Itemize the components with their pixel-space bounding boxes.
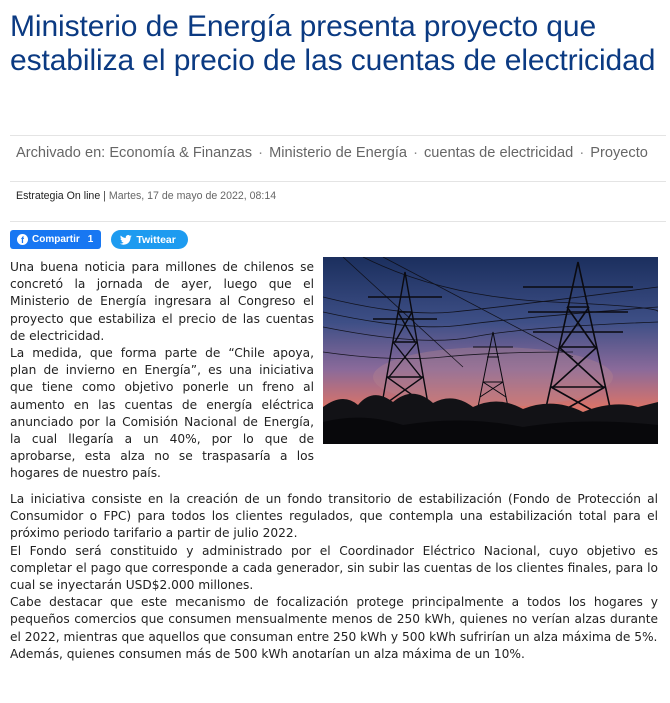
byline [16, 190, 276, 202]
body-paragraph: Una buena noticia para millones de chilenos se concretó la jornada de ayer, luego que el Ministerio de Energía ingresara al Congreso el proyecto que estabiliza el precio de las cuentas de electricidad. [10, 260, 314, 343]
source-name: Estrategia On line [16, 190, 101, 202]
tag-link-cuentas[interactable]: cuentas de electricidad [424, 145, 574, 161]
twitter-share-button[interactable] [111, 230, 187, 249]
tag-link-ministerio[interactable]: Ministerio de Energía [269, 145, 407, 161]
publish-date: Martes, 17 de mayo de 2022, 08:14 [108, 190, 277, 202]
twitter-share-label: Twittear [136, 233, 176, 246]
divider [10, 135, 666, 136]
archived-tags [16, 145, 666, 161]
tag-separator: · [579, 145, 585, 161]
article-body-column [10, 259, 314, 483]
body-paragraph: Cabe destacar que este mecanismo de focalización protege principalmente a todos los hogares y pequeños comercios que consumen mensualmente menos de 250 kWh, quienes no verían alzas durante el 2022, mientras que aquellos que consuman entre 250 kWh y 500 kWh sufrirían un alza máxima de 5%. [10, 595, 658, 644]
body-paragraph: La iniciativa consiste en la creación de un fondo transitorio de estabilización (Fondo de Protección al Consumidor o FPC) para todos los clientes regulados, que contempla una estabilización total para el próximo periodo tarifario a partir de julio 2022. [10, 492, 658, 541]
facebook-icon: f [17, 234, 28, 245]
divider [10, 221, 666, 222]
tag-link-economia[interactable]: Economía & Finanzas [109, 145, 253, 161]
archived-label: Archivado en: [16, 145, 106, 161]
tag-separator: · [258, 145, 264, 161]
facebook-share-count: 1 [87, 234, 94, 245]
tag-link-proyecto[interactable]: Proyecto [590, 145, 648, 161]
byline-separator: | [103, 190, 106, 202]
body-paragraph: La medida, que forma parte de “Chile apoya, plan de invierno en Energía”, es una iniciativa que tiene como objetivo ponerle un freno al aumento en las cuentas de energía eléctrica anunciado por la Comisión Nacional de Energía, la cual llegaría a un 40%, por lo que de aprobarse, esta alza no se traspasaría a los hogares de nuestro país. [10, 346, 314, 481]
twitter-bird-icon [120, 235, 132, 245]
article-body-full [10, 491, 658, 663]
divider [10, 181, 666, 182]
body-paragraph: Además, quienes consumen más de 500 kWh anotarían un alza máxima de un 10%. [10, 646, 525, 661]
power-towers-illustration [323, 257, 658, 444]
article-title: Ministerio de Energía presenta proyecto que estabiliza el precio de las cuentas de electricidad [10, 10, 656, 77]
share-bar [10, 230, 188, 250]
body-paragraph: El Fondo será constituido y administrado por el Coordinador Eléctrico Nacional, cuyo objetivo es completar el pago que corresponde a cada generador, sin subir las cuentas de los clientes finales, para lo cual se inyectarán USD$2.000 millones. [10, 543, 658, 593]
article-photo-power-towers [323, 257, 658, 444]
tag-separator: · [413, 145, 418, 161]
facebook-share-button[interactable] [10, 230, 101, 249]
facebook-share-label: Compartir [32, 234, 80, 245]
